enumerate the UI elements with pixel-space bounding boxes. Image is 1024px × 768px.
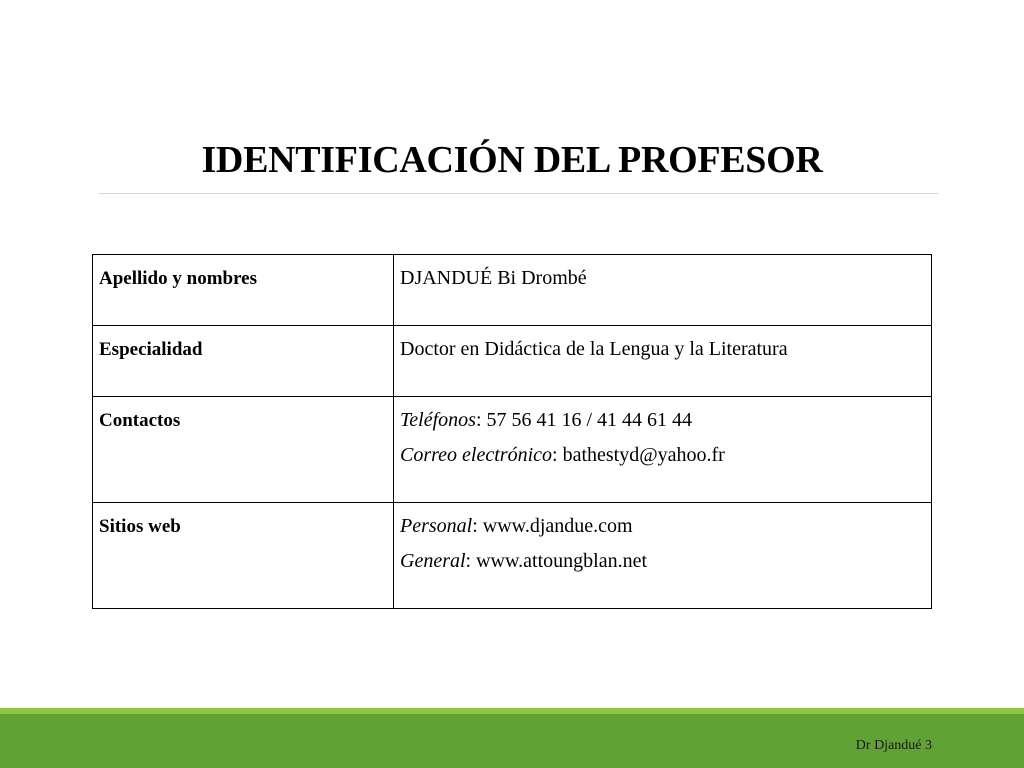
email-sep: : (552, 444, 563, 466)
general-site-sep: : (465, 550, 477, 572)
label-specialty: Especialidad (93, 326, 394, 397)
email-line (400, 438, 925, 473)
email-key: Correo electrónico (400, 444, 553, 466)
professor-info-table (92, 254, 932, 609)
personal-site-line (400, 509, 925, 544)
value-contacts (394, 397, 932, 503)
table-row-websites (93, 503, 932, 609)
phone-line (400, 403, 925, 438)
phone-key: Teléfonos (400, 409, 476, 431)
name-value: DJANDUÉ Bi Drombé (400, 267, 587, 289)
label-name: Apellido y nombres (93, 255, 394, 326)
value-name (394, 255, 932, 326)
value-specialty (394, 326, 932, 397)
table-row-contacts (93, 397, 932, 503)
phone-sep: : (475, 409, 487, 431)
personal-site-key: Personal (400, 515, 473, 537)
label-contacts: Contactos (93, 397, 394, 503)
personal-site-value: www.djandue.com (482, 515, 633, 537)
slide-title: IDENTIFICACIÓN DEL PROFESOR (201, 139, 823, 181)
phone-value: 57 56 41 16 / 41 44 61 44 (486, 409, 693, 431)
value-websites (394, 503, 932, 609)
specialty-value: Doctor en Didáctica de la Lengua y la Literatura (400, 338, 788, 360)
email-value: bathestyd@yahoo.fr (562, 444, 725, 466)
general-site-line (400, 544, 925, 579)
title-divider (99, 193, 938, 194)
personal-site-sep: : (472, 515, 483, 537)
label-websites: Sitios web (93, 503, 394, 609)
table-row-name (93, 255, 932, 326)
general-site-key: General (400, 550, 466, 572)
slide-footer-label: Dr Djandué 3 (855, 738, 932, 753)
general-site-value: www.attoungblan.net (476, 550, 647, 572)
table-row-specialty (93, 326, 932, 397)
